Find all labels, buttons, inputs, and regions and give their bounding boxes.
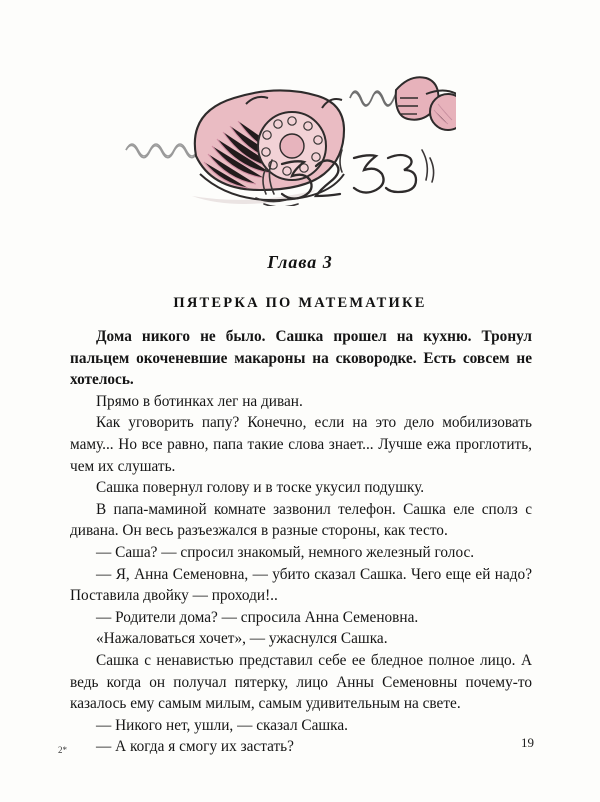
paragraph: — Родители дома? — спросила Анна Семеновна.	[96, 608, 419, 626]
paragraph: — Я, Анна Семеновна, — убито сказал Сашка. Чего еще ей надо? Поставила двойку — проходи!..	[70, 565, 532, 605]
paragraph: Сашка с ненавистью представил себе ее бледное полное лицо. А ведь когда он получал пятерку, лицо Анны Семеновны почему-то казалось ему самым милым, самым удивительным на свете.	[70, 651, 532, 713]
paragraph: — Саша? — спросил знакомый, немного железный голос.	[96, 543, 475, 561]
paragraph: — А когда я смогу их застать?	[96, 738, 294, 756]
chapter-heading	[0, 252, 600, 312]
paragraph: Прямо в ботинках лег на диван.	[96, 392, 303, 410]
paragraph: В папа-маминой комнате зазвонил телефон. Сашка еле сполз с дивана. Он весь разъезжался в разные стороны, как тесто.	[70, 500, 532, 540]
page-number: 19	[521, 735, 534, 750]
paragraph: Сашка повернул голову и в тоске укусил подушку.	[96, 479, 425, 497]
body-text	[70, 326, 532, 758]
paragraph: «Нажаловаться хочет», — ужаснулся Сашка.	[96, 630, 388, 648]
rotary-telephone-drawing	[96, 46, 456, 206]
paragraph: Как уговорить папу? Конечно, если на это дело мобилизовать маму... Но все равно, папа такие слова знает... Лучше ежа проглотить, чем их слушать.	[70, 414, 532, 475]
paragraph: — Никого нет, ушли, — сказал Сашка.	[96, 716, 348, 734]
chapter-title: ПЯТЕРКА ПО МАТЕМАТИКЕ	[173, 295, 427, 311]
signature-mark: 2*	[58, 745, 67, 755]
paragraph: Дома никого не было. Сашка прошел на кухню. Тронул пальцем окоченевшие макароны на сковородке. Есть совсем не хотелось.	[70, 328, 532, 389]
chapter-number: Глава 3	[267, 252, 333, 272]
